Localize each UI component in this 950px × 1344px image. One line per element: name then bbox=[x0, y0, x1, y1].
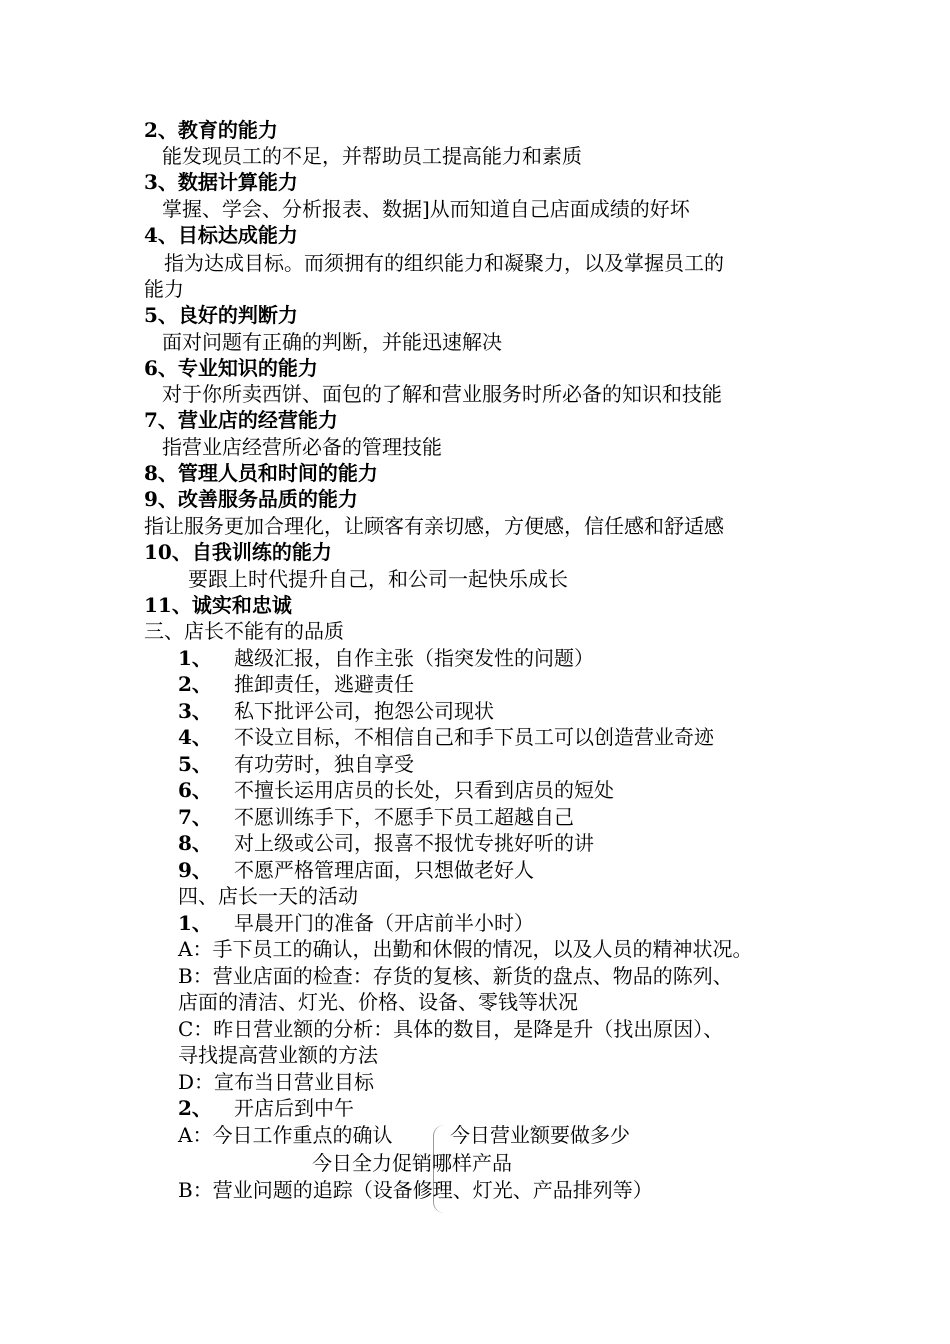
paragraph: 面对问题有正确的判断，并能迅速解决 bbox=[162, 330, 502, 354]
list-text: 不设立目标，不相信自己和手下员工可以创造营业奇迹 bbox=[234, 725, 714, 749]
list-item bbox=[178, 777, 614, 803]
list-item bbox=[178, 1095, 354, 1121]
sub-item-b3: B：营业问题的追踪（设备修理、灯光、产品排列等） bbox=[178, 1178, 653, 1202]
paragraph: 对于你所卖西饼、面包的了解和营业服务时所必备的知识和技能 bbox=[162, 382, 722, 406]
paragraph: 能发现员工的不足，并帮助员工提高能力和素质 bbox=[162, 144, 582, 168]
heading-5: 5、良好的判断力 bbox=[144, 303, 298, 327]
heading-8: 8、管理人员和时间的能力 bbox=[144, 461, 378, 485]
section-heading-4: 四、店长一天的活动 bbox=[178, 884, 358, 908]
list-number: 1、 bbox=[178, 646, 212, 670]
paragraph: 要跟上时代提升自己，和公司一起快乐成长 bbox=[188, 567, 568, 591]
sub-item-d: D：宣布当日营业目标 bbox=[178, 1070, 375, 1094]
list-item bbox=[178, 698, 494, 724]
sub-item-b: B：营业店面的检查：存货的复核、新货的盘点、物品的陈列、 bbox=[178, 964, 733, 988]
paragraph: 能力 bbox=[144, 277, 184, 301]
list-number: 1、 bbox=[178, 911, 212, 935]
sub-item-a: A：手下员工的确认，出勤和休假的情况，以及人员的精神状况。 bbox=[178, 937, 753, 961]
brace-item: 今日营业额要做多少 bbox=[450, 1123, 630, 1147]
list-text: 不愿训练手下，不愿手下员工超越自己 bbox=[234, 805, 574, 829]
list-item bbox=[178, 724, 714, 750]
heading-4: 4、目标达成能力 bbox=[144, 223, 298, 247]
heading-2: 2、教育的能力 bbox=[144, 118, 278, 142]
list-text: 有功劳时，独自享受 bbox=[234, 752, 414, 776]
heading-7: 7、营业店的经营能力 bbox=[144, 408, 338, 432]
list-number: 3、 bbox=[178, 699, 212, 723]
paragraph: 指让服务更加合理化，让顾客有亲切感，方便感，信任感和舒适感 bbox=[144, 514, 724, 538]
paragraph: 指为达成目标。而须拥有的组织能力和凝聚力，以及掌握员工的 bbox=[164, 251, 724, 275]
list-text: 不愿严格管理店面，只想做老好人 bbox=[234, 858, 534, 882]
list-number: 8、 bbox=[178, 831, 212, 855]
list-text: 开店后到中午 bbox=[234, 1096, 354, 1120]
list-item bbox=[178, 857, 534, 883]
list-number: 6、 bbox=[178, 778, 212, 802]
list-item bbox=[178, 804, 574, 830]
heading-6: 6、专业知识的能力 bbox=[144, 356, 318, 380]
list-text: 私下批评公司，抱怨公司现状 bbox=[234, 699, 494, 723]
heading-11: 11、诚实和忠诚 bbox=[144, 593, 292, 617]
list-item bbox=[178, 910, 534, 936]
list-number: 4、 bbox=[178, 725, 212, 749]
list-number: 5、 bbox=[178, 752, 212, 776]
section-heading-3: 三、店长不能有的品质 bbox=[144, 619, 344, 643]
sub-item-b-continued: 店面的清洁、灯光、价格、设备、零钱等状况 bbox=[178, 990, 578, 1014]
paragraph: 掌握、学会、分析报表、数据]从而知道自己店面成绩的好坏 bbox=[162, 197, 690, 221]
sub-item-c: C：昨日营业额的分析：具体的数目，是降是升（找出原因）、 bbox=[178, 1017, 724, 1041]
heading-9: 9、改善服务品质的能力 bbox=[144, 487, 358, 511]
list-number: 9、 bbox=[178, 858, 212, 882]
list-number: 2、 bbox=[178, 1096, 212, 1120]
list-number: 7、 bbox=[178, 805, 212, 829]
list-number: 2、 bbox=[178, 672, 212, 696]
sub-item-c-continued: 寻找提高营业额的方法 bbox=[178, 1043, 378, 1067]
heading-3: 3、数据计算能力 bbox=[144, 170, 298, 194]
sub-item-a2: A：今日工作重点的确认 bbox=[178, 1123, 393, 1147]
list-item bbox=[178, 830, 594, 856]
paragraph: 指营业店经营所必备的管理技能 bbox=[162, 435, 442, 459]
list-text: 不擅长运用店员的长处，只看到店员的短处 bbox=[234, 778, 614, 802]
list-text: 对上级或公司，报喜不报忧专挑好听的讲 bbox=[234, 831, 594, 855]
brace-item: 今日全力促销哪样产品 bbox=[312, 1151, 512, 1175]
list-text: 推卸责任，逃避责任 bbox=[234, 672, 414, 696]
list-item bbox=[178, 645, 594, 671]
list-item bbox=[178, 751, 414, 777]
list-text: 越级汇报，自作主张（指突发性的问题） bbox=[234, 646, 594, 670]
heading-10: 10、自我训练的能力 bbox=[144, 540, 332, 564]
list-item bbox=[178, 671, 414, 697]
list-text: 早晨开门的准备（开店前半小时） bbox=[234, 911, 534, 935]
